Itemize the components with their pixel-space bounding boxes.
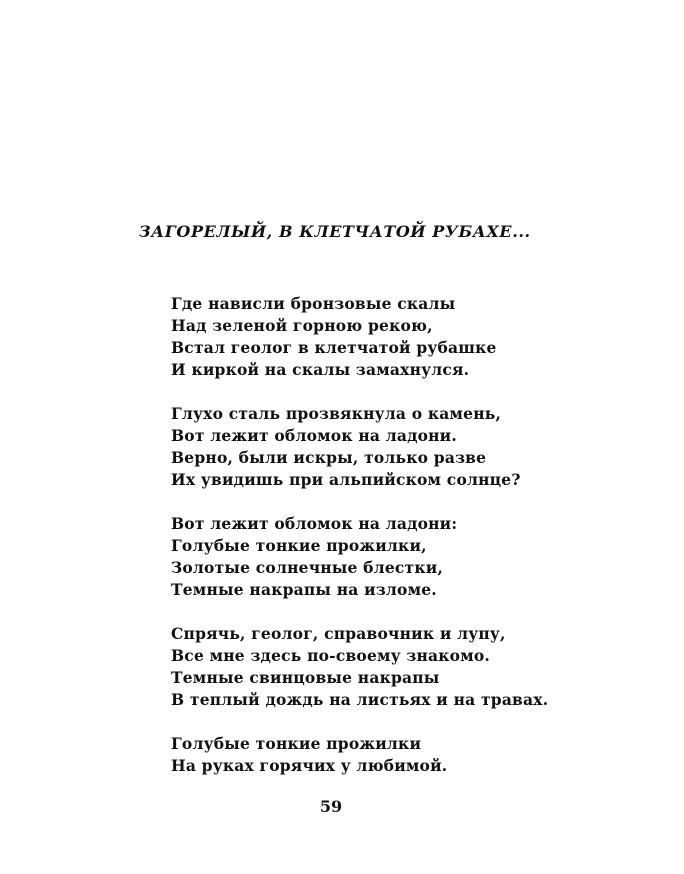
poem-line: Верно, были искры, только разве [171,448,487,467]
poem-line: Темные накрапы на изломе. [171,580,437,599]
poem-line: Все мне здесь по-своему знакомо. [171,646,491,665]
stanza [171,513,548,601]
poem-line: Вот лежит обломок на ладони: [171,514,458,533]
stanza [171,403,548,491]
poem-line: Темные свинцовые накрапы [171,668,440,687]
stanza [171,733,548,777]
poem-line: Золотые солнечные блестки, [171,558,444,577]
poem-title: ЗАГОРЕЛЫЙ, В КЛЕТЧАТОЙ РУБАХЕ... [139,222,531,241]
poem-line: И киркой на скалы замахнулся. [171,360,470,379]
poem-line: Спрячь, геолог, справочник и лупу, [171,624,506,643]
poem-line: Вот лежит обломок на ладони. [171,426,457,445]
poem-line: Над зеленой горною рекою, [171,316,433,335]
stanza [171,293,548,381]
poem-line: Глухо сталь прозвякнула о камень, [171,404,502,423]
poem-line: Голубые тонкие прожилки [171,734,422,753]
stanza [171,623,548,711]
poem-line: Встал геолог в клетчатой рубашке [171,338,497,357]
page-number: 59 [319,797,343,816]
poem-line: В теплый дождь на листьях и на травах. [171,690,549,709]
poem-line: Их увидишь при альпийском солнце? [171,470,521,489]
poem-line: Голубые тонкие прожилки, [171,536,427,555]
poem-line: Где нависли бронзовые скалы [171,294,456,313]
poem-line: На руках горячих у любимой. [171,756,448,775]
poem-body [171,293,548,799]
